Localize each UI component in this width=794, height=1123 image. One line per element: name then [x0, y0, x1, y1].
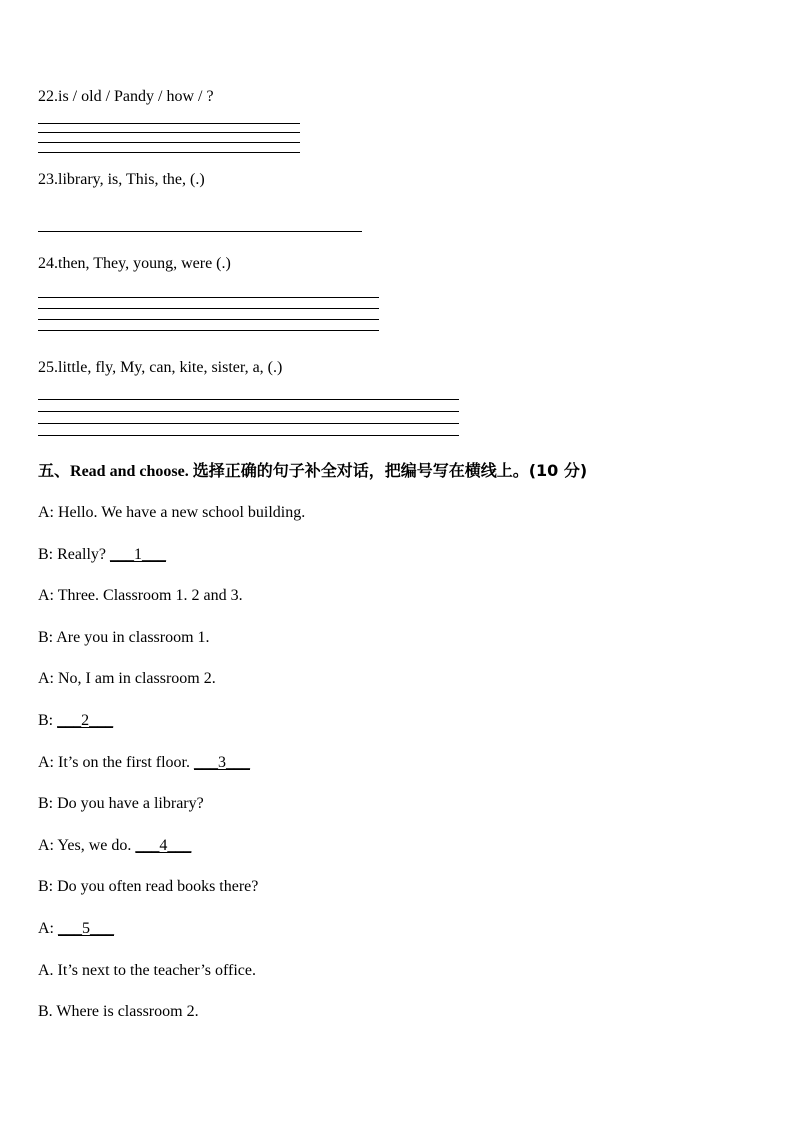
question-23 [38, 170, 205, 190]
answer-blank-3[interactable]: ___3___ [193, 754, 250, 771]
answer-line [38, 411, 459, 412]
question-number: 25. [38, 359, 58, 376]
dialogue-line: B: Do you often read books there? [38, 878, 259, 895]
question-text: is / old / Pandy / how / ? [58, 88, 214, 105]
dialogue-line: A: No, I am in classroom 2. [38, 670, 216, 687]
dialogue-line: B: ___2___ [38, 712, 114, 729]
question-text: little, fly, My, can, kite, sister, a, (.) [58, 359, 283, 376]
answer-blank-4[interactable]: ___4___ [135, 837, 192, 854]
section-title-cn: 选择正确的句子补全对话，把编号写在横线上。(10 分) [192, 461, 588, 480]
answer-line [38, 152, 300, 153]
question-text: then, They, young, were (.) [58, 255, 231, 272]
question-22 [38, 87, 214, 107]
answer-line [38, 330, 379, 331]
answer-line [38, 132, 300, 133]
answer-line [38, 231, 362, 232]
question-number: 22. [38, 88, 58, 105]
option-b: B. Where is classroom 2. [38, 1003, 199, 1020]
answer-blank-2[interactable]: ___2___ [57, 712, 114, 729]
answer-line [38, 423, 459, 424]
dialogue-line: A: It’s on the first floor. ___3___ [38, 754, 250, 771]
dialogue-line: B: Really? ___1___ [38, 546, 166, 563]
question-24 [38, 254, 231, 274]
question-number: 24. [38, 255, 58, 272]
section-title-en: Read and choose. [70, 463, 189, 480]
answer-blank-1[interactable]: ___1___ [109, 546, 166, 563]
question-text: library, is, This, the, (.) [58, 171, 205, 188]
answer-line [38, 435, 459, 436]
dialogue-line: A: Hello. We have a new school building. [38, 504, 306, 521]
question-25 [38, 358, 282, 378]
dialogue-line: A: ___5___ [38, 920, 114, 937]
section-prefix: 五、 [38, 461, 71, 480]
dialogue-line: B: Do you have a library? [38, 795, 204, 812]
answer-line [38, 123, 300, 124]
answer-blank-5[interactable]: ___5___ [58, 920, 114, 937]
section-heading [38, 461, 587, 482]
answer-line [38, 142, 300, 143]
dialogue-line: A: Yes, we do. ___4___ [38, 837, 192, 854]
question-number: 23. [38, 171, 58, 188]
answer-line [38, 308, 379, 309]
dialogue-line: A: Three. Classroom 1. 2 and 3. [38, 587, 243, 604]
option-a: A. It’s next to the teacher’s office. [38, 962, 256, 979]
answer-line [38, 399, 459, 400]
answer-line [38, 319, 379, 320]
answer-line [38, 297, 379, 298]
dialogue-line: B: Are you in classroom 1. [38, 629, 210, 646]
